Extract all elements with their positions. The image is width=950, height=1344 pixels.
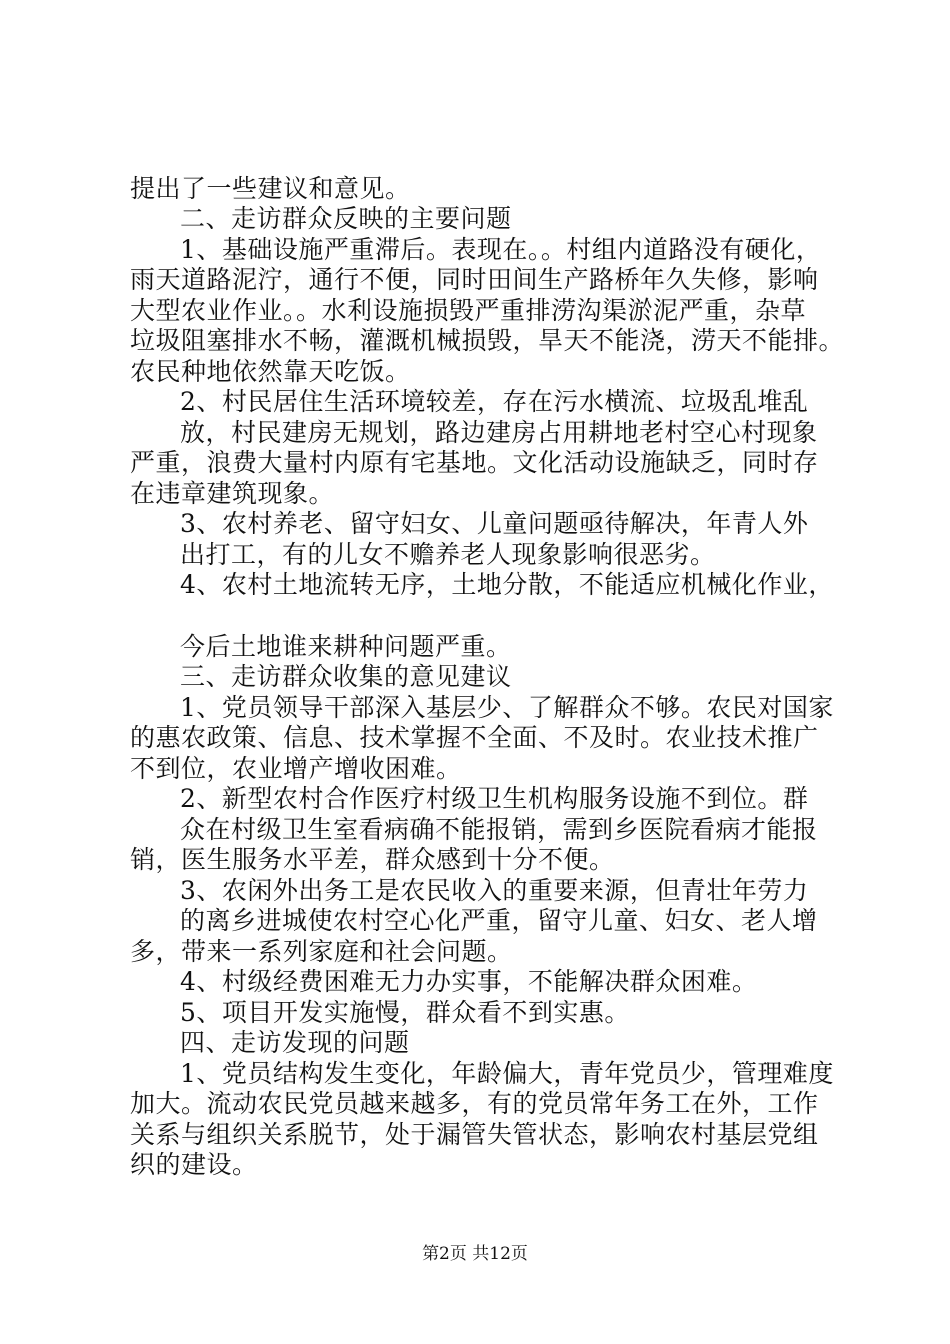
- text-line: 1、党员结构发生变化，年龄偏大，青年党员少，管理难度: [180, 1059, 834, 1088]
- text-line: 织的建设。: [130, 1150, 258, 1179]
- section-heading: 四、走访发现的问题: [180, 1028, 410, 1057]
- text-line: 加大。流动农民党员越来越多，有的党员常年务工在外，工作: [130, 1089, 819, 1118]
- text-line: 销，医生服务水平差，群众感到十分不便。: [130, 845, 615, 874]
- text-line: 3、农闲外出务工是农民收入的重要来源，但青壮年劳力: [180, 876, 809, 905]
- text-line: 雨天道路泥泞，通行不便，同时田间生产路桥年久失修，影响: [130, 265, 819, 294]
- text-line: 在违章建筑现象。: [130, 479, 335, 508]
- text-line: 垃圾阻塞排水不畅，灌溉机械损毁，旱天不能浇，涝天不能排。: [130, 326, 845, 355]
- text-line: 2、村民居住生活环境较差，存在污水横流、垃圾乱堆乱: [180, 387, 809, 416]
- text-line: 的离乡进城使农村空心化严重，留守儿童、妇女、老人增: [180, 906, 818, 935]
- text-line: 多，带来一系列家庭和社会问题。: [130, 937, 513, 966]
- text-line: 3、农村养老、留守妇女、儿童问题亟待解决，年青人外: [180, 509, 809, 538]
- text-line: 放，村民建房无规划，路边建房占用耕地老村空心村现象: [180, 418, 818, 447]
- text-line: 2、新型农村合作医疗村级卫生机构服务设施不到位。群: [180, 784, 809, 813]
- text-line: 不到位，农业增产增收困难。: [130, 754, 462, 783]
- text-line: 农民种地依然靠天吃饭。: [130, 357, 411, 386]
- text-line: 4、农村土地流转无序，土地分散，不能适应机械化作业，: [180, 570, 834, 599]
- text-line: 出打工，有的儿女不赡养老人现象影响很恶劣。: [180, 540, 716, 569]
- text-line: 1、基础设施严重滞后。表现在。。村组内道路没有硬化，: [180, 235, 822, 264]
- text-line: 大型农业作业。。水利设施损毁严重排涝沟渠淤泥严重，杂草: [130, 296, 807, 325]
- text-line: 关系与组织关系脱节，处于漏管失管状态，影响农村基层党组: [130, 1120, 819, 1149]
- text-line: 提出了一些建议和意见。: [130, 174, 411, 203]
- text-line: 1、党员领导干部深入基层少、了解群众不够。农民对国家: [180, 693, 834, 722]
- text-line: 严重，浪费大量村内原有宅基地。文化活动设施缺乏，同时存: [130, 448, 819, 477]
- text-line: 众在村级卫生室看病确不能报销，需到乡医院看病才能报: [180, 815, 818, 844]
- page-footer: 第2页 共12页: [422, 1244, 528, 1264]
- text-line: 4、村级经费困难无力办实事，不能解决群众困难。: [180, 967, 758, 996]
- text-line: 5、项目开发实施慢，群众看不到实惠。: [180, 998, 630, 1027]
- text-line: 的惠农政策、信息、技术掌握不全面、不及时。农业技术推广: [130, 723, 819, 752]
- section-heading: 二、走访群众反映的主要问题: [180, 204, 512, 233]
- section-heading: 三、走访群众收集的意见建议: [180, 662, 512, 691]
- text-line: 今后土地谁来耕种问题严重。: [180, 632, 512, 661]
